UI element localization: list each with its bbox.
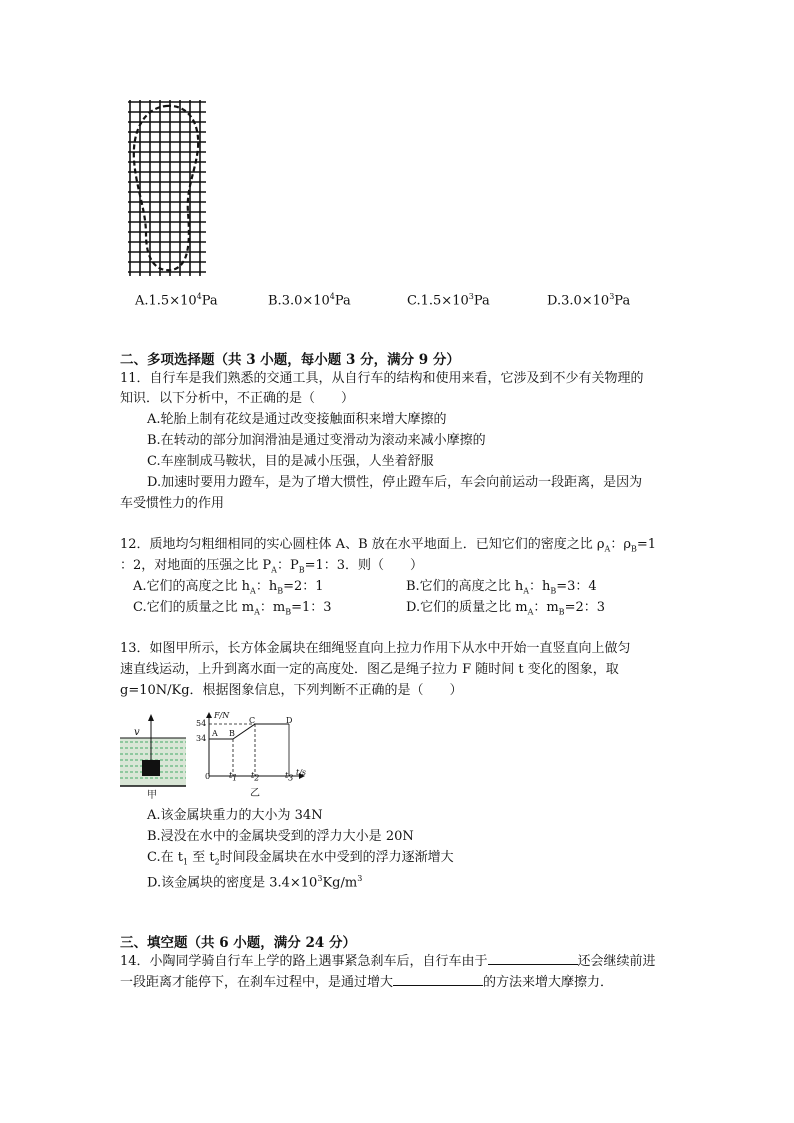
q12-option-a[interactable]: A.它们的高度之比 $h_A$：$h_B=2$：1: [133, 579, 324, 596]
q13-stem-3: g=10N/Kg．根据图象信息，下列判断不正确的是（ ）: [120, 683, 463, 698]
graph-point-b: B: [229, 729, 235, 738]
figure-yi-caption: 乙: [250, 788, 260, 799]
q14-blank-1[interactable]: [488, 952, 578, 965]
graph-tick-t1: $t_1$: [229, 771, 238, 783]
q13-option-b[interactable]: B.浸没在水中的金属块受到的浮力大小是 20N: [147, 829, 414, 844]
q13-stem-1: 13．如图甲所示，长方体金属块在细绳竖直向上拉力作用下从水中开始一直竖直向上做匀: [120, 641, 631, 656]
q10-option-d[interactable]: $D.3.0\times 10^3Pa$: [547, 292, 631, 309]
q11-option-d[interactable]: D.加速时要用力蹬车，是为了增大惯性，停止蹬车后，车会向前运动一段距离，是因为: [147, 475, 643, 490]
section-2-title: 二、多项选择题（共 3 小题，每小题 3 分，满分 9 分）: [120, 352, 460, 368]
q11-stem-2: 知识．以下分析中，不正确的是（ ）: [120, 391, 355, 406]
graph-tick-34: 34: [196, 734, 207, 743]
graph-y-axis-label: F/N: [214, 711, 230, 720]
q11-option-c[interactable]: C.车座制成马鞍状，目的是减小压强，人坐着舒服: [147, 454, 434, 469]
shoe-grid-figure: [128, 100, 206, 276]
q14-line-2: 一段距离才能停下，在刹车过程中，是通过增大 的方法来增大摩擦力．: [120, 975, 614, 990]
q14-line-1: 14．小陶同学骑自行车上学的路上遇事紧急刹车后，自行车由于 还会继续前进: [120, 954, 656, 969]
q11-option-a[interactable]: A.轮胎上制有花纹是通过改变接触面积来增大摩擦的: [147, 412, 447, 427]
q12-stem-2: ：2，对地面的压强之比 $P_A$：$P_B=1$：3．则（ ）: [120, 558, 424, 575]
graph-tick-54: 54: [196, 719, 207, 728]
q11-option-b[interactable]: B.在转动的部分加润滑油是通过变滑动为滚动来减小摩擦的: [147, 433, 486, 448]
q12-option-b[interactable]: B.它们的高度之比 $h_A$：$h_B=3$：4: [406, 579, 597, 596]
graph-origin: 0: [205, 772, 211, 781]
figure-jia-velocity-label: v: [134, 727, 140, 738]
q11-stem-1: 11．自行车是我们熟悉的交通工具，从自行车的结构和使用来看，它涉及到不少有关物理的: [120, 371, 644, 386]
q13-option-c[interactable]: C.在 $t_1$ 至 $t_2$时间段金属块在水中受到的浮力逐渐增大: [147, 850, 454, 867]
q12-option-c[interactable]: C.它们的质量之比 $m_A$：$m_B=1$：3: [133, 600, 332, 617]
graph-point-d: D: [286, 716, 293, 725]
graph-tick-t2: $t_2$: [251, 771, 260, 783]
q10-option-a[interactable]: $A.1.5\times 10^4Pa$: [135, 292, 218, 309]
q12-stem-1: 12．质地均匀粗细相同的实心圆柱体 A、B 放在水平地面上．已知它们的密度之比 $\rho_A$：$\rho_B=1$: [120, 537, 657, 554]
q14-blank-2[interactable]: [393, 973, 483, 986]
q13-option-a[interactable]: A.该金属块重力的大小为 34N: [147, 808, 323, 823]
q13-option-d[interactable]: D.该金属块的密度是 $3.4\times 10^3Kg/m^3$: [147, 874, 363, 891]
graph-tick-t3: $t_3$: [285, 771, 294, 783]
figure-jia-caption: 甲: [147, 790, 157, 801]
graph-point-a: A: [212, 729, 218, 738]
q10-option-b[interactable]: $B.3.0\times 10^4Pa$: [268, 292, 351, 309]
graph-x-axis-label: t/s: [296, 768, 307, 777]
section-3-title: 三、填空题（共 6 小题，满分 24 分）: [120, 935, 356, 951]
graph-point-c: C: [249, 716, 256, 725]
q12-option-d[interactable]: D.它们的质量之比 $m_A$：$m_B=2$：3: [406, 600, 605, 617]
q11-option-d-cont: 车受惯性力的作用: [120, 496, 225, 511]
q10-option-c[interactable]: $C.1.5\times 10^3Pa$: [407, 292, 490, 309]
q13-stem-2: 速直线运动，上升到离水面一定的高度处．图乙是绳子拉力 F 随时间 t 变化的图象，取: [120, 662, 619, 677]
